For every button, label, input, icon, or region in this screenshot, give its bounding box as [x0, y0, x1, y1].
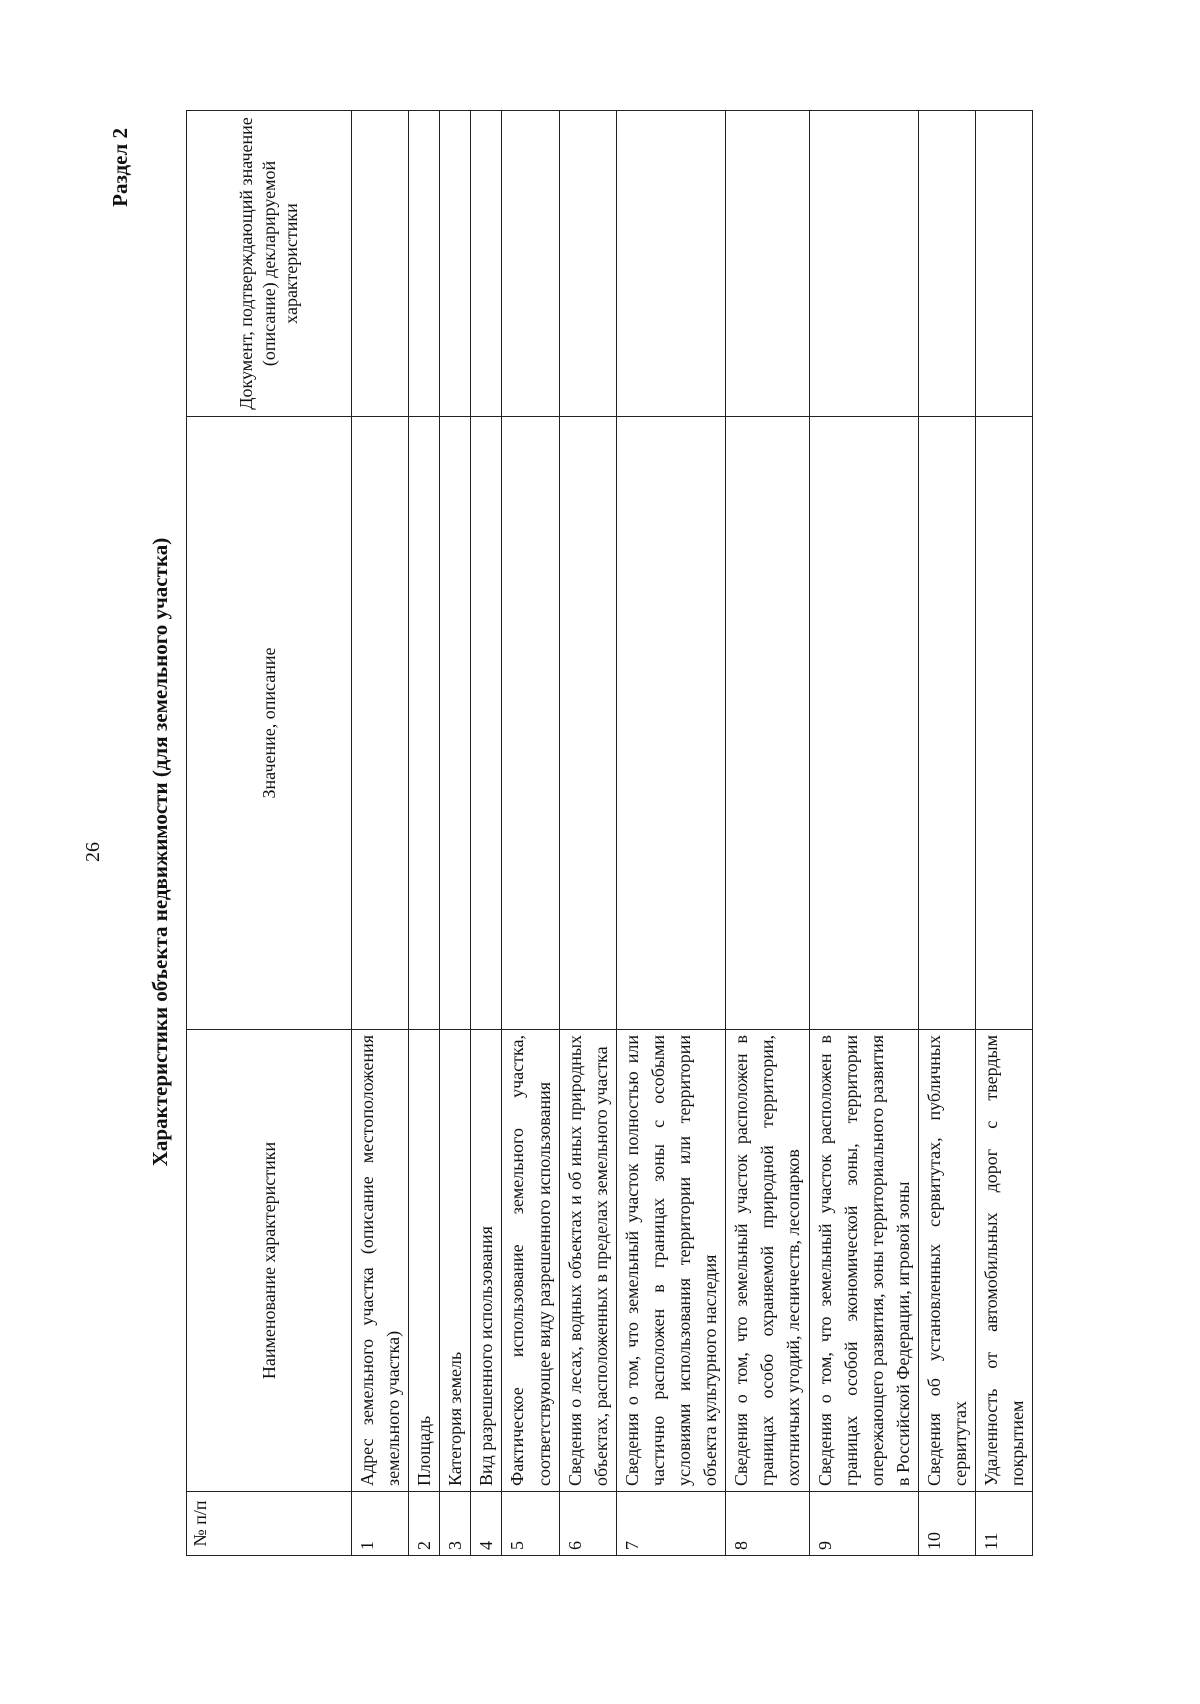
header-value: Значение, описание [187, 417, 352, 1030]
row-document [559, 111, 616, 417]
table-row [502, 111, 559, 1556]
table-row [440, 111, 471, 1556]
row-name: Сведения об установленных сервитутах, публичных сервитутах [918, 1030, 975, 1492]
table-row [409, 111, 440, 1556]
table-title: Характеристики объекта недвижимости (для земельного участка) [148, 537, 172, 1167]
row-value [440, 417, 471, 1030]
row-number: 6 [559, 1492, 616, 1556]
row-value [976, 417, 1033, 1030]
table-row [471, 111, 502, 1556]
row-name: Вид разрешенного использования [471, 1030, 502, 1492]
row-document [352, 111, 409, 417]
row-number: 3 [440, 1492, 471, 1556]
row-value [352, 417, 409, 1030]
row-document [976, 111, 1033, 417]
row-value [559, 417, 616, 1030]
row-name: Адрес земельного участка (описание местоположения земельного участка) [352, 1030, 409, 1492]
row-document [440, 111, 471, 417]
row-value [471, 417, 502, 1030]
row-number: 4 [471, 1492, 502, 1556]
row-document [726, 111, 809, 417]
row-name: Площадь [409, 1030, 440, 1492]
header-name: Наименование характеристики [187, 1030, 352, 1492]
row-name: Сведения о том, что земельный участок полностью или частично расположен в границах зоны с особыми условиями использования территории или территории объекта культурного наследия [616, 1030, 725, 1492]
row-number: 11 [976, 1492, 1033, 1556]
row-document [809, 111, 918, 417]
row-document [471, 111, 502, 417]
row-value [726, 417, 809, 1030]
row-value [918, 417, 975, 1030]
table-row [976, 111, 1033, 1556]
table-row [616, 111, 725, 1556]
table-row [352, 111, 409, 1556]
header-number: № п/п [187, 1492, 352, 1556]
row-value [809, 417, 918, 1030]
row-number: 1 [352, 1492, 409, 1556]
section-label: Раздел 2 [108, 128, 132, 207]
row-value [409, 417, 440, 1030]
table-row [918, 111, 975, 1556]
table-header-row [187, 111, 352, 1556]
characteristics-table [186, 110, 1033, 1556]
row-name: Сведения о лесах, водных объектах и об иных природных объектах, расположенных в пределах земельного участка [559, 1030, 616, 1492]
row-number: 7 [616, 1492, 725, 1556]
row-number: 9 [809, 1492, 918, 1556]
row-name: Сведения о том, что земельный участок расположен в границах особо охраняемой природной территории, охотничьих угодий, лесничеств, лесопарков [726, 1030, 809, 1492]
table-row [809, 111, 918, 1556]
row-value [616, 417, 725, 1030]
row-name: Фактическое использование земельного участка, соответствующее виду разрешенного использования [502, 1030, 559, 1492]
row-number: 2 [409, 1492, 440, 1556]
table-row [559, 111, 616, 1556]
row-document [918, 111, 975, 417]
row-document [409, 111, 440, 417]
row-number: 10 [918, 1492, 975, 1556]
row-number: 5 [502, 1492, 559, 1556]
row-name: Сведения о том, что земельный участок расположен в границах особой экономической зоны, территории опережающего развития, зоны территориального развития в Российской Федерации, игровой зоны [809, 1030, 918, 1492]
row-number: 8 [726, 1492, 809, 1556]
row-name: Категория земель [440, 1030, 471, 1492]
row-document [502, 111, 559, 417]
page-number: 26 [82, 842, 104, 862]
table-row [726, 111, 809, 1556]
row-name: Удаленность от автомобильных дорог с твердым покрытием [976, 1030, 1033, 1492]
row-value [502, 417, 559, 1030]
row-document [616, 111, 725, 417]
header-document: Документ, подтверждающий значение (описание) декларируемой характеристики [187, 111, 352, 417]
